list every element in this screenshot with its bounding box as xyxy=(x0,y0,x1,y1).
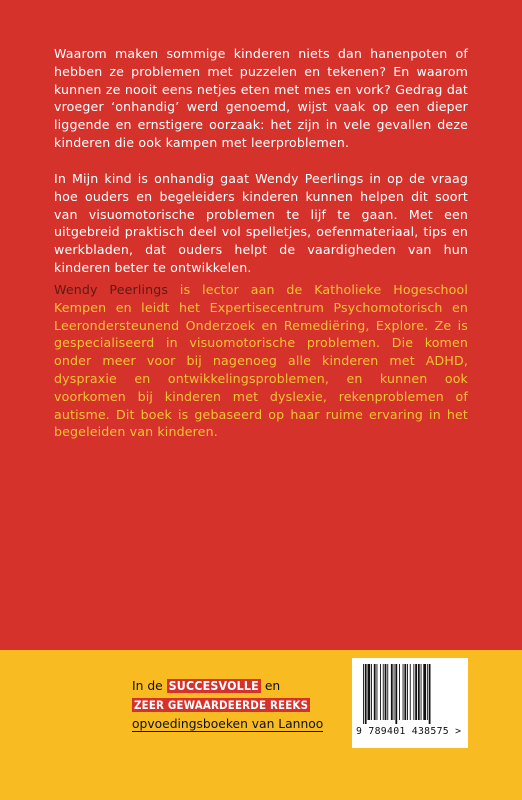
barcode-bar xyxy=(429,664,431,724)
barcode-bar xyxy=(374,664,376,720)
barcode-bar xyxy=(395,664,397,724)
author-bio-paragraph xyxy=(54,281,468,441)
barcode-bar xyxy=(399,664,400,720)
barcode-bar xyxy=(421,664,422,720)
barcode-bar xyxy=(418,664,420,720)
barcode-bars xyxy=(362,664,458,724)
barcode-bar xyxy=(387,664,388,720)
barcode-bar xyxy=(410,664,411,720)
barcode-bar xyxy=(423,664,426,720)
barcode xyxy=(352,658,468,748)
barcode-bar xyxy=(371,664,372,720)
barcode-bar xyxy=(365,664,367,724)
barcode-bar xyxy=(415,664,417,720)
barcode-bar xyxy=(407,664,408,720)
barcode-bar xyxy=(385,664,387,720)
series-note xyxy=(132,677,342,734)
summary-paragraph: In Mijn kind is onhandig gaat Wendy Peerlings in op de vraag hoe ouders en begeleiders kinderen kunnen helpen dit soort van visuomotorische problemen te lijf te gaan. Met een uitgebreid praktisch deel vol spelletjes, oefenmateriaal, tips en werkbladen, dat ouders helpt de vaardigheden van hun kinderen beter te ontwikkelen. xyxy=(54,171,468,275)
series-highlight-succesvolle: SUCCESVOLLE xyxy=(168,679,259,693)
author-name: Wendy Peerlings xyxy=(54,282,169,297)
barcode-digits: 9 789401 438575 > xyxy=(356,726,462,737)
series-connector: en xyxy=(260,679,281,693)
barcode-bar xyxy=(403,664,404,720)
series-prefix: In de xyxy=(132,679,167,693)
series-line-3 xyxy=(132,715,342,734)
series-highlight-reeks: ZEER GEWAARDEERDE REEKS xyxy=(134,698,309,712)
series-line-1 xyxy=(132,677,342,696)
series-line-2 xyxy=(132,696,342,715)
barcode-bar xyxy=(363,664,364,724)
barcode-bar xyxy=(394,664,395,720)
intro-paragraph: Waarom maken sommige kinderen niets dan hanenpoten of hebben ze problemen met puzzelen en tekenen? En waarom kunnen ze nooit eens netjes eten met mes en vork? Gedrag dat vroeger ‘onhandig’ werd genoemd, wijst vaak op een dieper liggende en ernstigere oorzaak: het zijn in vele gevallen deze kinderen die ook kampen met leerproblemen. xyxy=(54,46,468,150)
series-suffix: opvoedingsboeken van Lannoo xyxy=(132,717,324,731)
barcode-bar xyxy=(368,664,371,720)
author-bio-text: is lector aan de Katholieke Hogeschool Kempen en leidt het Expertisecentrum Psychomotorisch en Leerondersteunend Onderzoek en Remediëring, Explore. Ze is gespecialiseerd in visuomotorische problemen. Die komen onder meer voor bij nagenoeg alle kinderen met ADHD, dyspraxie en ontwikkelingsproblemen, en kunnen ook voorkomen bij kinderen met dyslexie, rekenproblemen of autisme. Dit boek is gebaseerd op haar ruime ervaring in het begeleiden van kinderen. xyxy=(54,282,469,440)
barcode-bar xyxy=(413,664,414,720)
barcode-bar xyxy=(427,664,428,720)
barcode-bar xyxy=(391,664,393,720)
barcode-bar xyxy=(380,664,381,720)
barcode-bar xyxy=(404,664,406,720)
barcode-bar xyxy=(377,664,378,720)
barcode-bar xyxy=(383,664,384,720)
